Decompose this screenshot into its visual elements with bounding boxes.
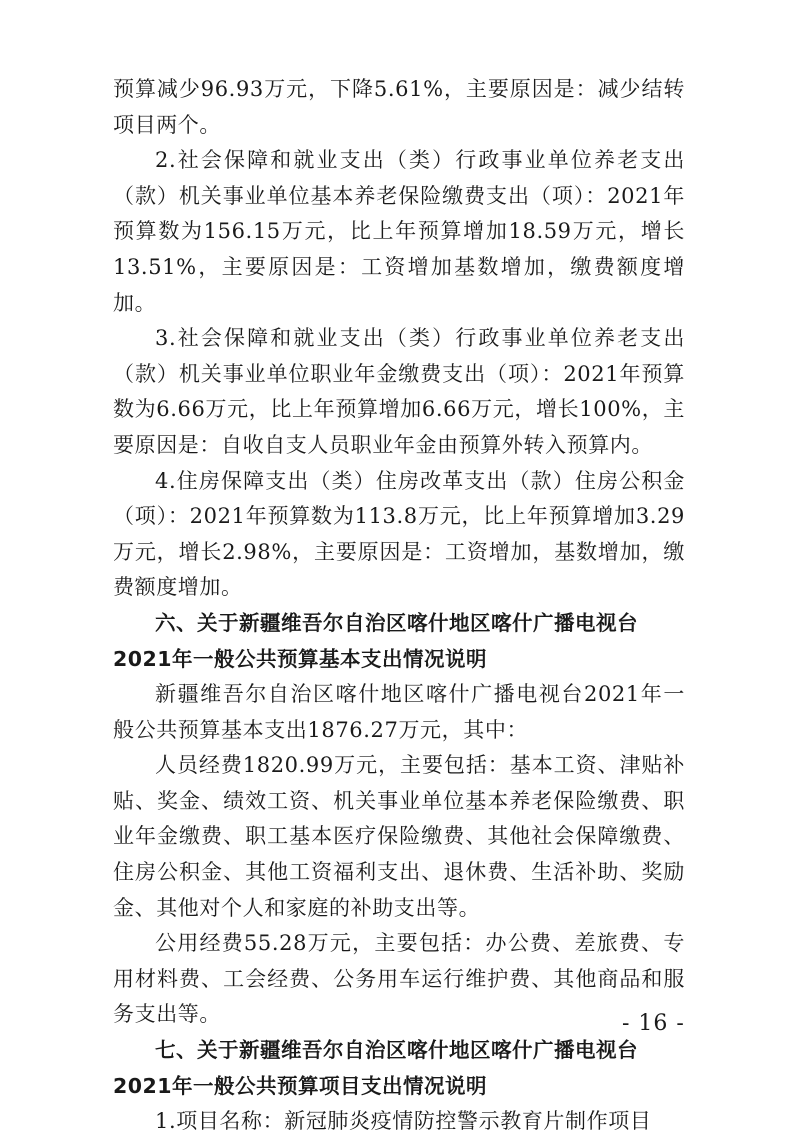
paragraph-continuation: 预算减少96.93万元，下降5.61%，主要原因是：减少结转项目两个。 (113, 77, 685, 137)
document-body (113, 72, 685, 1140)
paragraph-personnel-expenses: 人员经费1820.99万元，主要包括：基本工资、津贴补贴、奖金、绩效工资、机关事业单位基本养老保险缴费、职业年金缴费、职工基本医疗保险缴费、其他社会保障缴费、住房公积金、其他工资福利支出、退休费、生活补助、奖励金、其他对个人和家庭的补助支出等。 (113, 753, 685, 920)
paragraph-item-2-pension-insurance: 2.社会保障和就业支出（类）行政事业单位养老支出（款）机关事业单位基本养老保险缴费支出（项）：2021年预算数为156.15万元，比上年预算增加18.59万元，增长13.51%，主要原因是：工资增加基数增加，缴费额度增加。 (113, 148, 685, 315)
section-heading-6: 六、关于新疆维吾尔自治区喀什地区喀什广播电视台2021年一般公共预算基本支出情况说明 (113, 610, 638, 671)
page-number: - 16 - (622, 1011, 685, 1036)
paragraph-public-expenses: 公用经费55.28万元，主要包括：办公费、差旅费、专用材料费、工会经费、公务用车运行维护费、其他商品和服务支出等。 (113, 931, 685, 1027)
paragraph-basic-expenditure-total: 新疆维吾尔自治区喀什地区喀什广播电视台2021年一般公共预算基本支出1876.27万元，其中： (113, 682, 685, 742)
paragraph-item-4-housing-fund: 4.住房保障支出（类）住房改革支出（款）住房公积金（项）：2021年预算数为113.8万元，比上年预算增加3.29万元，增长2.98%，主要原因是：工资增加，基数增加，缴费额度增加。 (113, 468, 685, 600)
paragraph-project-name: 1.项目名称：新冠肺炎疫情防控警示教育片制作项目 (155, 1109, 652, 1134)
paragraph-item-3-occupational-annuity: 3.社会保障和就业支出（类）行政事业单位养老支出（款）机关事业单位职业年金缴费支出（项）：2021年预算数为6.66万元，比上年预算增加6.66万元，增长100%，主要原因是：自收自支人员职业年金由预算外转入预算内。 (113, 326, 685, 457)
section-heading-7: 七、关于新疆维吾尔自治区喀什地区喀什广播电视台2021年一般公共预算项目支出情况说明 (113, 1038, 638, 1098)
